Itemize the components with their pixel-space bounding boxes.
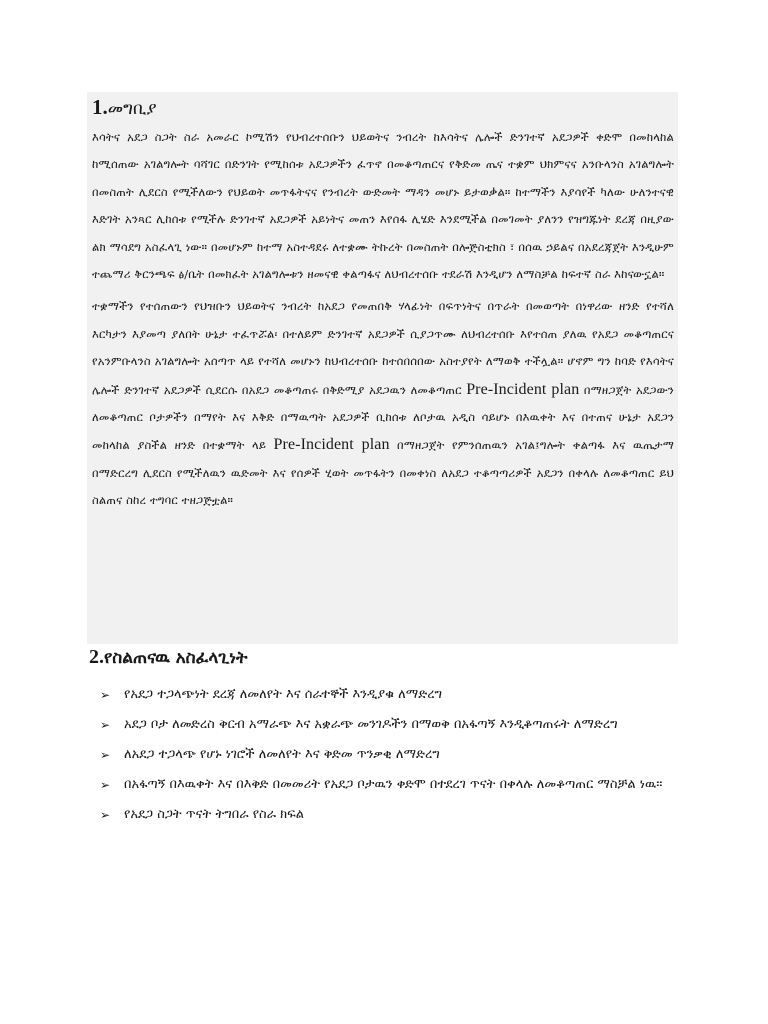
introduction-paragraph-2 (92, 293, 674, 514)
list-item-text: የአደጋ ተጋላጭነት ደረጃ ለመለየት እና ሰራተኞች እንዲያቁ ለማድረግ (124, 687, 443, 702)
paragraph-2-text-b: በማዘጋጀት አደጋውን ለመቆጣጠር ቦታዎችን በማየት እና እቅድ በማዉጣት አደጋዎች ቢከሰቱ ለቦታዉ አዲስ ሳይሆኑ በእዉቀት እና በተጠና ሁኔታ አደጋን መከላከል ያስችል ዘንድ በተቋማት ላይ (92, 382, 674, 453)
paragraph-2-text-c: በማዘጋጀት የምንሰጠዉን አገል፤ግሎት ቀልጣፋ እና ዉጤታማ በማድርረግ ሊደርስ የሚችለዉን ዉድመት እና የሰዎች ሂወት መጥፋትን በመቀነስ ለአደጋ ተቆጣጣሪዎች አደጋን በቀላሉ ለመቆጣጠር ይህ ስልጠና ስከረ ተግባር ተዘጋጅቷል። (92, 438, 674, 508)
section-heading-introduction (92, 95, 674, 121)
pre-incident-plan-term: Pre-Incident plan (273, 436, 390, 454)
arrow-bullet-icon: ➢ (100, 748, 111, 762)
section-number: 2. (89, 646, 104, 668)
section-title: የስልጠናዉ አስፈላጊነት (104, 648, 248, 668)
arrow-bullet-icon: ➢ (100, 688, 111, 702)
list-item (100, 800, 678, 830)
list-item-text: አደጋ ቦታ ለመድረስ ቅርብ አማራጭ እና አቋራጭ መንገዶችን በማወቅ በአፋጣኝ እንዲቆጣጠሩት ለማድረግ (124, 717, 618, 732)
list-item-text: በአፋጣኝ በእዉቀት እና በእቅድ በመመሪት የአደጋ ቦታዉን ቀድሞ በተደረገ ጥናት በቀላሉ ለመቆጣጠር ማስቻል ነዉ። (124, 777, 663, 792)
introduction-section (92, 95, 674, 515)
list-item (100, 740, 678, 770)
list-item (100, 710, 678, 740)
list-item (100, 680, 678, 710)
pre-incident-plan-term: Pre-Incident plan (466, 380, 580, 398)
section-number: 1. (92, 95, 108, 119)
arrow-bullet-icon: ➢ (100, 778, 111, 792)
paragraph-2-text-a: ተቋማችን የተሰጠውን የህዝቡን ህይወትና ንብረት ከአደጋ የመጠበቅ ሃላፊነት በፍጥነትና በጥራት በመወጣት በነዋሪው ዘንድ የተሻለ እርካታን እያመጣ ያለበት ሁኔታ ተፈጥሯል፡ በተለይም ድንገተኛ አደጋዎች ሲያጋጥሙ ለህብረተሰቡ እየተሰጠ ያለዉ የአደጋ መቆጣጠርና የአንምቡላንስ አገልግሎት አሰጣጥ ላይ የተሻለ መሆኑን ከህብረተሰቡ ከተሰበሰበው አስተያየት ለማወቅ ተችሏል። ሆኖም ግን ከባድ የእሳትና ሌሎች ድንገተኛ አደጋዎች ሲደርሱ በአደጋ መቆጣጠሩ በቅድሚያ አደጋዉን ለመቆጣጠር (92, 299, 674, 397)
importance-list (100, 680, 678, 830)
section-title: መግቢያ (107, 99, 157, 119)
list-item-text: የአደጋ ስጋት ጥናት ትግበራ የስራ ክፍል (124, 807, 305, 822)
section-heading-importance (89, 644, 247, 671)
arrow-bullet-icon: ➢ (100, 808, 111, 822)
introduction-paragraph-1: እሳትና አደጋ ስጋት ስራ አመራር ኮሚሽን የህብረተሰቡን ህይወትና ንብረት ከእሳትና ሌሎች ድንገተኛ አደጋዎች ቀድሞ በመከላከል ከሚሰጠው አገልግሎት ባሻገር በድንገት የሚከሰቱ አደጋዎችን ፈጥኖ በመቆጣጠርና የቅድመ ጤና ተቋም ህክምናና አንቡላንስ አገልግሎት በመስጠት ሊደርስ የሚችለውን የህይወት መጥፋትናና የንብረት ውድመት ማዳን መሆኑ ይታወቃል። ከተማችን እያሳየች ካለው ሁለንተናዊ እድገት አንጻር ሊከሰቱ የሚችሉ ድንገተኛ አደጋዎች አይነትና መጠን እየሰፋ ሊሄድ እንደሚችል በመገመት ያለንን የዝግጁነት ደረጃ በዚያው ልክ ማሳደግ አስፈላጊ ነው። በመሆኑም ከተማ አስተዳደሩ ለተቋሙ ትኩረት በመስጠት በሎጅስቲክስ ፣ በሰዉ ኃይልና በአደረጃጀት እንዲሁም ተጨማሪ ቅርንጫፍ ፅ/ቤት በመክፈት አገልግሎቱን ዘመናዊ ቀልጣፋና ለህብረተሰቡ ተደራሽ እንዲሆን ለማስቻል ከፍተኛ ስራ እከናውኗል። (92, 130, 674, 282)
arrow-bullet-icon: ➢ (100, 718, 111, 732)
list-item-text: ለአደጋ ተጋላጭ የሆኑ ነገሮች ለመለየት እና ቅድመ ጥንቃቂ ለማድረግ (124, 747, 440, 762)
list-item (100, 770, 678, 800)
